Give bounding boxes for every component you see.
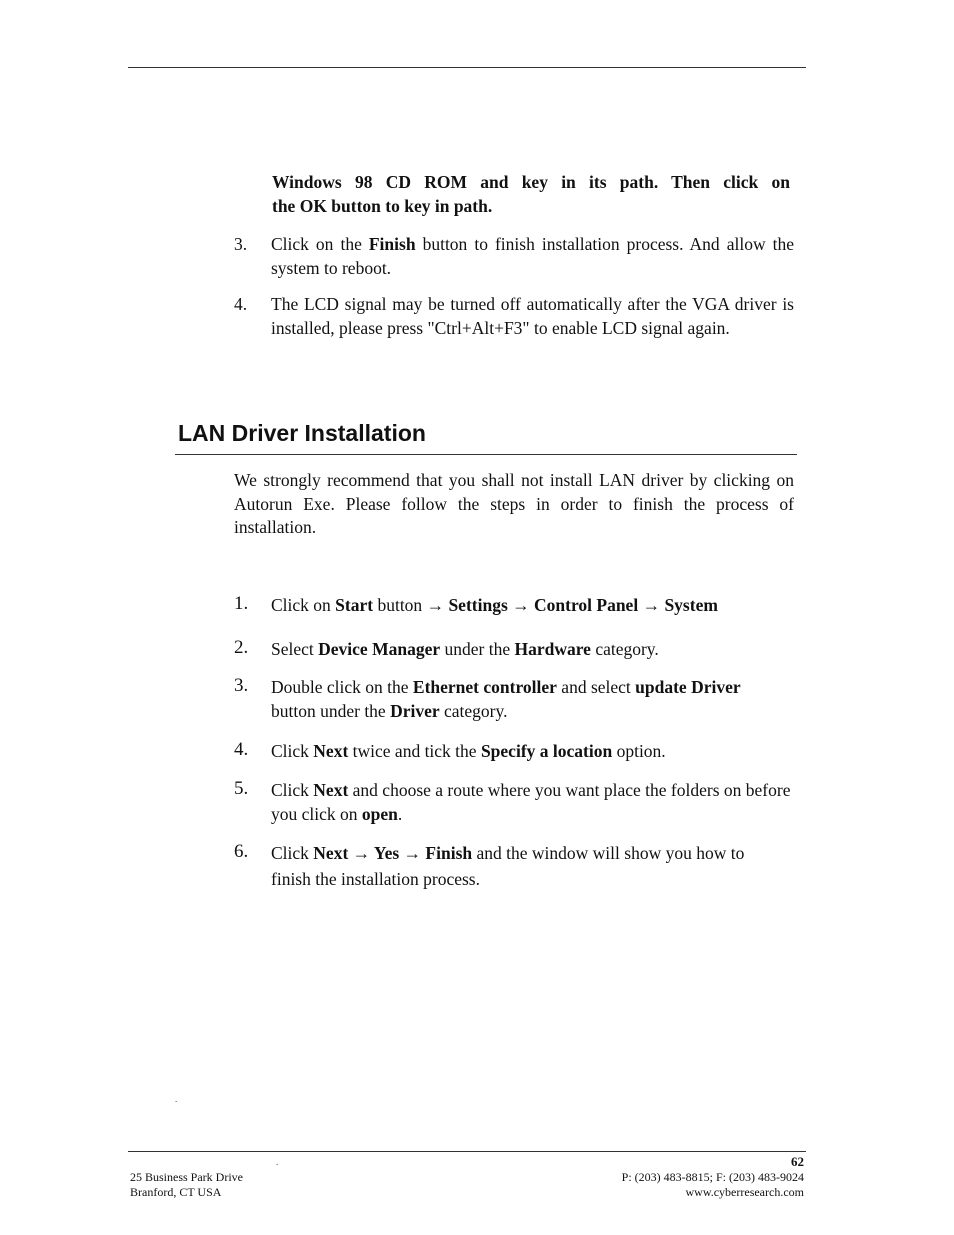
step-text: Select Device Manager under the Hardware category. [271,639,659,659]
intro-paragraph: We strongly recommend that you shall not install LAN driver by clicking on Autorun Exe. Please follow the steps in order to finish the process of installation. [234,470,794,537]
continuation-line-2: the OK button to key in path. [272,195,493,216]
lan-step-1 [234,593,794,617]
step-number: 6. [234,841,249,862]
footer-address [130,1170,243,1200]
vga-step-4 [234,293,794,340]
step-number: 3. [234,675,249,696]
arrow-icon: → [642,595,661,615]
footer-contact [622,1170,804,1200]
step-number: 2. [234,637,249,658]
step-text: Click on Start button → Settings → Control Panel → System [271,595,718,615]
continuation-text [272,171,790,218]
step-text: Double click on the Ethernet controller and select update Driver button under the Driver category. [271,677,741,721]
phone-fax: P: (203) 483-8815; F: (203) 483-9024 [621,1170,804,1184]
stray-dot: . [175,1094,178,1104]
header-rule [128,67,806,68]
step-text: Click Next twice and tick the Specify a location option. [271,741,666,761]
address-line-1: 25 Business Park Drive [130,1170,243,1184]
lan-step-3 [234,675,794,723]
finish-term: Finish [368,234,416,254]
lan-step-4 [234,739,794,763]
website-link[interactable]: www.cyberresearch.com [685,1185,804,1199]
step-number: 4. [234,294,248,314]
step-number: 4. [234,739,249,760]
continuation-line-1: Windows 98 CD ROM and key in its path. Then click on [272,172,790,192]
heading-rule [175,454,797,455]
step-number: 1. [234,593,249,614]
section-heading: LAN Driver Installation [178,420,426,446]
arrow-icon: → [403,843,422,863]
step-text: The LCD signal may be turned off automatically after the VGA driver is installed, please press "Ctrl+Alt+F3" to enable LCD signal again. [271,294,794,338]
step-text: Click Next → Yes → Finish and the window will show you how to finish the installation process. [271,843,745,889]
footer-rule [128,1151,806,1152]
arrow-icon: → [512,595,530,615]
address-line-2: Branford, CT USA [130,1185,222,1199]
step-number: 3. [234,234,248,254]
lan-step-6 [234,840,794,892]
step-text: Click Next and choose a route where you want place the folders on before you click on open. [271,780,791,824]
lan-step-5 [234,778,794,826]
lan-step-2 [234,637,794,661]
arrow-icon: → [352,843,371,863]
step-number: 5. [234,778,249,799]
page-number: 62 [791,1154,804,1169]
vga-step-3 [234,233,794,280]
step-text: Click on the Finish button to finish installation process. And allow the system to reboot. [271,234,794,278]
arrow-icon: → [426,595,445,615]
stray-dot: . [276,1157,279,1167]
